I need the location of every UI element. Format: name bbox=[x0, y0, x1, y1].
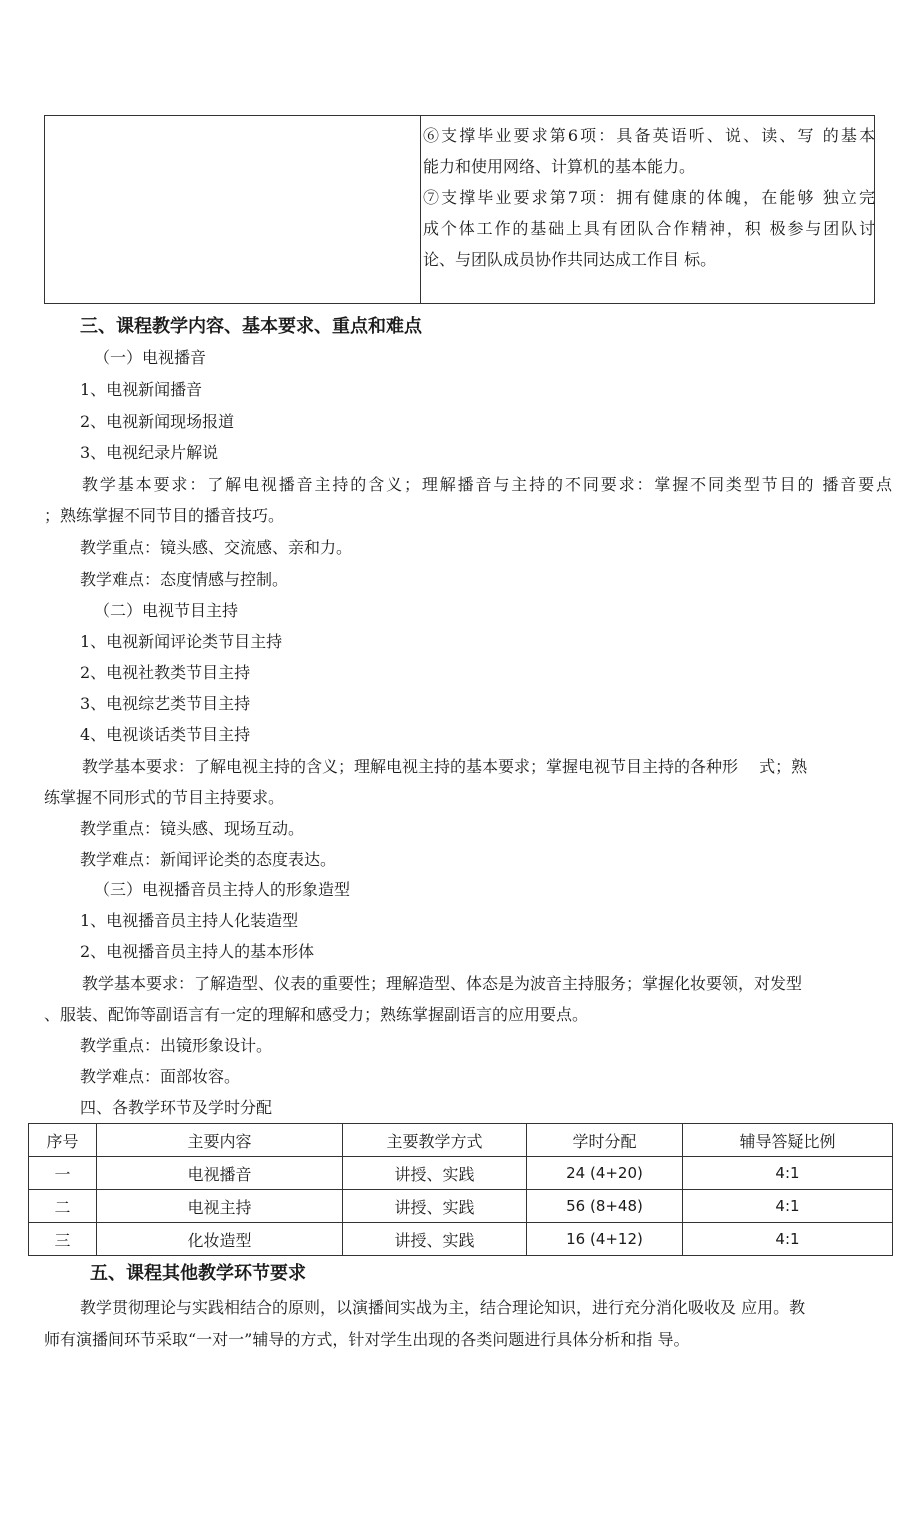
part2-item: 1、电视新闻评论类节目主持 bbox=[80, 632, 283, 651]
part3-requirement-cont: 、服装、配饰等副语言有一定的理解和感受力；熟练掌握副语言的应用要点。 bbox=[44, 1005, 589, 1024]
part2-item: 2、电视社教类节目主持 bbox=[80, 663, 251, 682]
part2-title: （二）电视节目主持 bbox=[94, 601, 239, 620]
table-divider bbox=[420, 116, 421, 303]
section5-para-line2: 师有演播间环节采取“一对一”辅导的方式，针对学生出现的各类问题进行具体分析和指 导。 bbox=[44, 1330, 690, 1349]
part1-item: 1、电视新闻播音 bbox=[80, 380, 203, 399]
part3-difficulties: 教学难点：面部妆容。 bbox=[80, 1067, 241, 1086]
row-ratio: 4:1 bbox=[683, 1157, 893, 1190]
part2-requirement-cont: 练掌握不同形式的节目主持要求。 bbox=[44, 788, 285, 807]
section3-heading: 三、课程教学内容、基本要求、重点和难点 bbox=[80, 316, 422, 337]
part3-key-points: 教学重点：出镜形象设计。 bbox=[80, 1036, 273, 1055]
requirement-line: ⑥支撑毕业要求第6项：具备英语听、说、读、写 的基本 bbox=[423, 126, 875, 145]
header-cell: 主要内容 bbox=[97, 1124, 343, 1157]
row-content: 化妆造型 bbox=[97, 1223, 343, 1256]
row-index: 一 bbox=[29, 1157, 97, 1190]
section5-heading: 五、课程其他教学环节要求 bbox=[90, 1263, 306, 1284]
table-row bbox=[29, 1223, 893, 1256]
part1-key-points: 教学重点：镜头感、交流感、亲和力。 bbox=[80, 538, 353, 557]
row-ratio: 4:1 bbox=[683, 1190, 893, 1223]
section5-para-line1: 教学贯彻理论与实践相结合的原则，以演播间实战为主，结合理论知识，进行充分消化吸收及 应用。教 bbox=[80, 1298, 806, 1317]
requirement-line: 论、与团队成员协作共同达成工作目 标。 bbox=[423, 250, 717, 269]
requirements-table bbox=[44, 115, 875, 304]
row-index: 二 bbox=[29, 1190, 97, 1223]
hours-allocation-table bbox=[28, 1123, 893, 1256]
part1-item: 2、电视新闻现场报道 bbox=[80, 412, 235, 431]
row-content: 电视主持 bbox=[97, 1190, 343, 1223]
header-cell: 学时分配 bbox=[527, 1124, 683, 1157]
part1-difficulties: 教学难点：态度情感与控制。 bbox=[80, 570, 289, 589]
row-hours: 16 (4+12) bbox=[527, 1223, 683, 1256]
row-ratio: 4:1 bbox=[683, 1223, 893, 1256]
part3-requirement: 教学基本要求：了解造型、仪表的重要性；理解造型、体态是为波音主持服务；掌握化妆要领，对发型 bbox=[82, 974, 803, 993]
part1-requirement: 教学基本要求：了解电视播音主持的含义；理解播音与主持的不同要求：掌握不同类型节目的 播音要点 bbox=[82, 475, 892, 494]
part1-title: （一）电视播音 bbox=[94, 348, 207, 367]
requirement-line: ⑦支撑毕业要求第7项：拥有健康的体魄，在能够 独立完 bbox=[423, 188, 875, 207]
row-content: 电视播音 bbox=[97, 1157, 343, 1190]
part2-item: 4、电视谈话类节目主持 bbox=[80, 725, 251, 744]
part2-key-points: 教学重点：镜头感、现场互动。 bbox=[80, 819, 305, 838]
table-row bbox=[29, 1157, 893, 1190]
part2-requirement: 教学基本要求：了解电视主持的含义；理解电视主持的基本要求；掌握电视节目主持的各种形 式；熟 bbox=[82, 757, 808, 776]
part3-title: （三）电视播音员主持人的形象造型 bbox=[94, 880, 351, 899]
row-method: 讲授、实践 bbox=[343, 1157, 527, 1190]
row-hours: 56 (8+48) bbox=[527, 1190, 683, 1223]
part2-difficulties: 教学难点：新闻评论类的态度表达。 bbox=[80, 850, 337, 869]
header-cell: 序号 bbox=[29, 1124, 97, 1157]
row-method: 讲授、实践 bbox=[343, 1190, 527, 1223]
requirement-line: 能力和使用网络、计算机的基本能力。 bbox=[423, 157, 696, 176]
requirement-line: 成个体工作的基础上具有团队合作精神，积 极参与团队讨 bbox=[423, 219, 875, 238]
part1-item: 3、电视纪录片解说 bbox=[80, 443, 219, 462]
header-cell: 主要教学方式 bbox=[343, 1124, 527, 1157]
header-cell: 辅导答疑比例 bbox=[683, 1124, 893, 1157]
part1-requirement-cont: ；熟练掌握不同节目的播音技巧。 bbox=[44, 506, 285, 525]
part3-item: 2、电视播音员主持人的基本形体 bbox=[80, 942, 315, 961]
row-method: 讲授、实践 bbox=[343, 1223, 527, 1256]
part3-item: 1、电视播音员主持人化装造型 bbox=[80, 911, 299, 930]
row-hours: 24 (4+20) bbox=[527, 1157, 683, 1190]
requirements-cell bbox=[423, 120, 875, 275]
table-row bbox=[29, 1190, 893, 1223]
section4-heading: 四、各教学环节及学时分配 bbox=[80, 1098, 273, 1117]
part2-item: 3、电视综艺类节目主持 bbox=[80, 694, 251, 713]
table-header-row bbox=[29, 1124, 893, 1157]
row-index: 三 bbox=[29, 1223, 97, 1256]
